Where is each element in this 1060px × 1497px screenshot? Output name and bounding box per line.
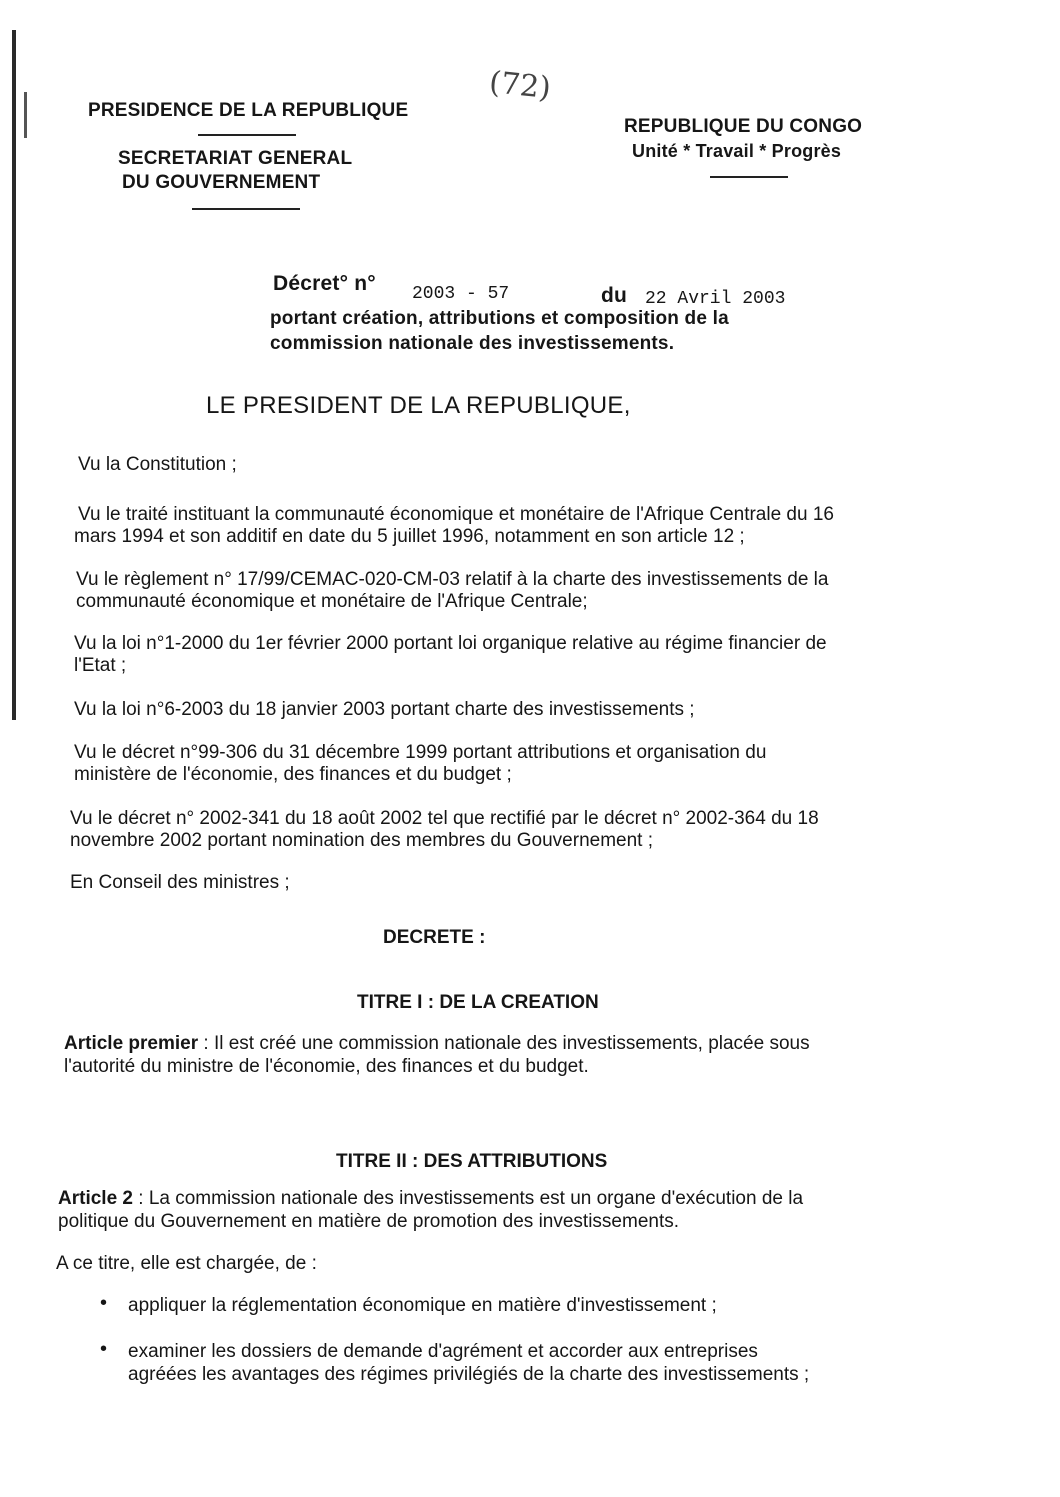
titre-1-heading: TITRE I : DE LA CREATION: [357, 992, 599, 1013]
header-divider: [710, 176, 788, 178]
article-1-label: Article premier: [64, 1033, 199, 1054]
visa-decret-2002-341: novembre 2002 portant nomination des membres du Gouvernement ;: [70, 830, 653, 851]
visa-cemac-treaty: Vu le traité instituant la communauté économique et monétaire de l'Afrique Centrale du 16: [78, 504, 834, 525]
header-presidence: PRESIDENCE DE LA REPUBLIQUE: [88, 100, 409, 121]
visa-conseil-ministres: En Conseil des ministres ;: [70, 872, 290, 893]
decree-date: 22 Avril 2003: [645, 289, 786, 309]
scan-edge-mark: [24, 92, 27, 138]
visa-reglement: Vu le règlement n° 17/99/CEMAC-020-CM-03 relatif à la charte des investissements de la: [76, 569, 829, 590]
article-1-line2: l'autorité du ministre de l'économie, des finances et du budget.: [64, 1056, 589, 1077]
visa-reglement: communauté économique et monétaire de l'Afrique Centrale;: [76, 591, 588, 612]
decree-number: 2003 - 57: [412, 284, 510, 304]
visa-constitution: Vu la Constitution ;: [78, 454, 237, 475]
handwritten-page-number: (72): [487, 64, 553, 107]
decree-subject-line2: commission nationale des investissements.: [270, 333, 675, 354]
decree-label: Décret° n°: [273, 272, 376, 295]
scan-edge-mark: [12, 30, 16, 720]
header-gouvernement: DU GOUVERNEMENT: [122, 172, 321, 193]
bullet-glyph: •: [100, 1292, 108, 1314]
article-2-text: : La commission nationale des investissements est un organe d'exécution de la: [132, 1188, 804, 1209]
decree-du-label: du: [601, 284, 628, 307]
bullet-item-reglementation: appliquer la réglementation économique en matière d'investissement ;: [128, 1295, 717, 1316]
decrete-heading: DECRETE :: [383, 927, 486, 948]
a-ce-titre: A ce titre, elle est chargée, de :: [56, 1253, 317, 1274]
visa-loi-6-2003: Vu la loi n°6-2003 du 18 janvier 2003 portant charte des investissements ;: [74, 699, 695, 720]
president-heading: LE PRESIDENT DE LA REPUBLIQUE,: [206, 392, 631, 419]
bullet-glyph: •: [100, 1338, 108, 1360]
bullet-item-dossiers: examiner les dossiers de demande d'agrément et accorder aux entreprises: [128, 1341, 758, 1362]
titre-2-heading: TITRE II : DES ATTRIBUTIONS: [336, 1151, 608, 1172]
header-divider: [192, 208, 300, 210]
article-1-text: : Il est créé une commission nationale des investissements, placée sous: [198, 1033, 810, 1054]
decree-subject-line1: portant création, attributions et composition de la: [270, 308, 729, 329]
header-secretariat: SECRETARIAT GENERAL: [118, 148, 353, 169]
header-republique: REPUBLIQUE DU CONGO: [624, 116, 863, 137]
visa-decret-2002-341: Vu le décret n° 2002-341 du 18 août 2002 tel que rectifié par le décret n° 2002-364 du 18: [70, 808, 819, 829]
header-motto: Unité * Travail * Progrès: [632, 141, 842, 161]
article-2-line2: politique du Gouvernement en matière de promotion des investissements.: [58, 1211, 680, 1232]
visa-loi-1-2000: l'Etat ;: [74, 655, 127, 676]
visa-cemac-treaty: mars 1994 et son additif en date du 5 juillet 1996, notamment en son article 12 ;: [74, 526, 745, 547]
visa-loi-1-2000: Vu la loi n°1-2000 du 1er février 2000 portant loi organique relative au régime financier de: [74, 633, 827, 654]
visa-decret-99-306: ministère de l'économie, des finances et du budget ;: [74, 764, 512, 785]
visa-decret-99-306: Vu le décret n°99-306 du 31 décembre 1999 portant attributions et organisation du: [74, 742, 767, 763]
bullet-item-dossiers: agréées les avantages des régimes privilégiés de la charte des investissements ;: [128, 1364, 810, 1385]
header-divider: [198, 134, 296, 136]
article-1-line1: [64, 1033, 810, 1055]
article-2-line1: [58, 1188, 803, 1210]
article-2-label: Article 2: [58, 1188, 133, 1209]
